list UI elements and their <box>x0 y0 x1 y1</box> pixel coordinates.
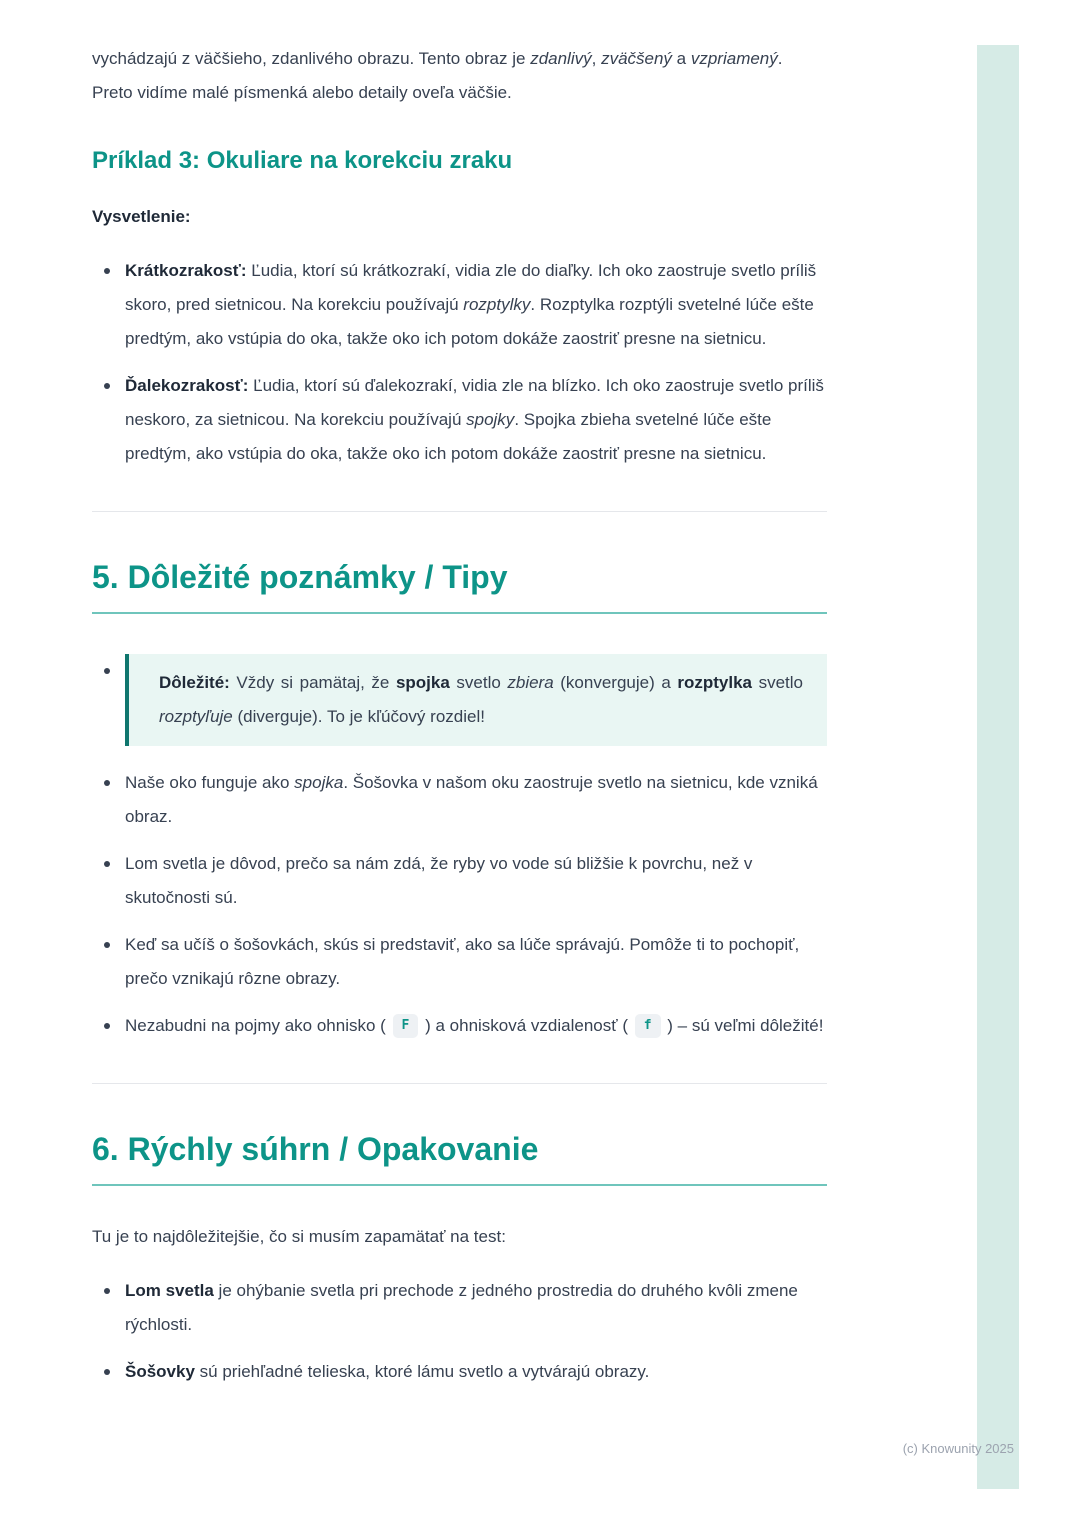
example3-list <box>92 254 827 471</box>
intro-paragraph: vychádzajú z väčšieho, zdanlivého obrazu. Tento obraz je zdanlivý, zväčšený a vzpriamený. Preto vidíme malé písmenká alebo detaily oveľa väčšie. <box>92 49 783 102</box>
copyright-text: (c) Knowunity 2025 <box>902 1441 1014 1456</box>
example3-heading: Príklad 3: Okuliare na korekciu zraku <box>92 147 513 174</box>
explanation-label: Vysvetlenie: <box>92 207 191 226</box>
document-content <box>92 42 827 1402</box>
section-divider <box>92 1083 827 1084</box>
section6-lead: Tu je to najdôležitejšie, čo si musím zapamätať na test: <box>92 1227 506 1246</box>
section-divider <box>92 511 827 512</box>
list-item: Naše oko funguje ako spojka. Šošovka v našom oku zaostruje svetlo na sietnicu, kde vzniká obraz. <box>92 766 827 834</box>
list-item: Ďalekozrakosť: Ľudia, ktorí sú ďalekozrakí, vidia zle na blízko. Ich oko zaostruje svetlo príliš neskoro, za sietnicou. Na korekciu používajú spojky. Spojka zbieha svetelné lúče ešte predtým, ako vstúpia do oka, takže oko ich potom dokáže zaostriť presne na sietnicu. <box>92 369 827 471</box>
list-item: Keď sa učíš o šošovkách, skús si predstaviť, ako sa lúče správajú. Pomôže ti to pochopiť, prečo vznikajú rôzne obrazy. <box>92 928 827 996</box>
list-item: Šošovky sú priehľadné telieska, ktoré lámu svetlo a vytvárajú obrazy. <box>92 1355 827 1389</box>
list-item: Krátkozrakosť: Ľudia, ktorí sú krátkozrakí, vidia zle do diaľky. Ich oko zaostruje svetlo príliš skoro, pred sietnicou. Na korekciu používajú rozptylky. Rozptylka rozptýli svetelné lúče ešte predtým, ako vstúpia do oka, takže oko ich potom dokáže zaostriť presne na sietnicu. <box>92 254 827 356</box>
list-item: Nezabudni na pojmy ako ohnisko ( F ) a ohnisková vzdialenosť ( f ) – sú veľmi dôležité! <box>92 1009 827 1043</box>
section5-heading: 5. Dôležité poznámky / Tipy <box>92 558 827 614</box>
callout-text: Dôležité: Vždy si pamätaj, že spojka svetlo zbiera (konverguje) a rozptylka svetlo rozptyľuje (diverguje). To je kľúčový rozdiel! <box>159 673 803 726</box>
section6-heading: 6. Rýchly súhrn / Opakovanie <box>92 1130 827 1186</box>
callout-box <box>125 654 827 746</box>
side-accent-strip <box>977 45 1019 1489</box>
section6-list <box>92 1274 827 1389</box>
list-item: Lom svetla je ohýbanie svetla pri prechode z jedného prostredia do druhého kvôli zmene rýchlosti. <box>92 1274 827 1342</box>
section5-list <box>92 766 827 1043</box>
section5-callout-list <box>92 654 827 746</box>
list-item: Lom svetla je dôvod, prečo sa nám zdá, že ryby vo vode sú bližšie k povrchu, než v skutočnosti sú. <box>92 847 827 915</box>
list-item <box>92 654 827 746</box>
